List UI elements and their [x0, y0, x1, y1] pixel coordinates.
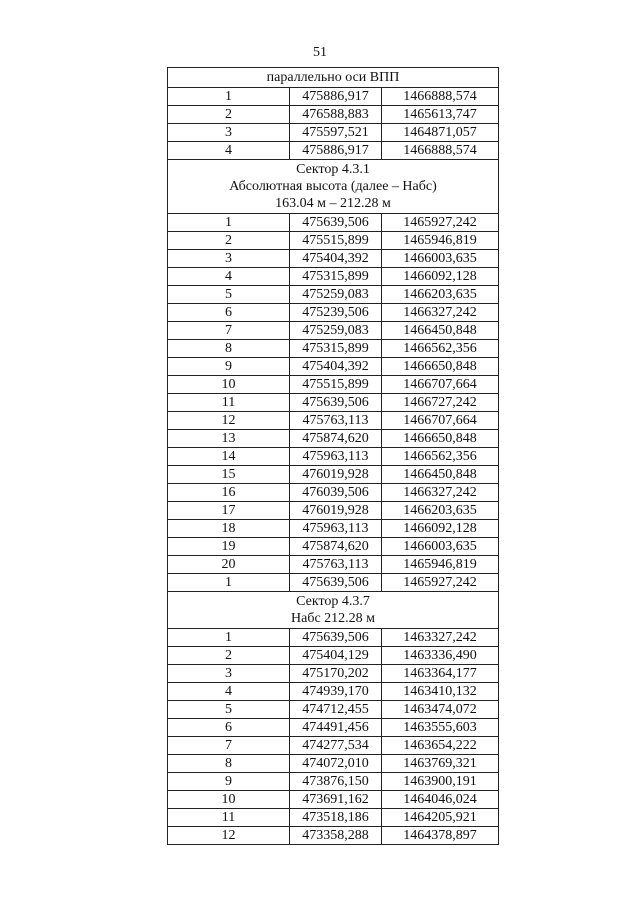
table-row [168, 791, 499, 809]
y-coordinate-cell: 1463364,177 [382, 665, 499, 683]
section-header-line: Абсолютная высота (далее – Набс) [229, 179, 437, 194]
y-coordinate-cell: 1466092,128 [382, 268, 499, 286]
x-coordinate-cell: 475639,506 [290, 574, 382, 592]
y-coordinate-cell: 1463555,603 [382, 719, 499, 737]
table-row [168, 809, 499, 827]
x-coordinate-cell: 475259,083 [290, 286, 382, 304]
y-coordinate-cell: 1464378,897 [382, 827, 499, 845]
point-number-cell: 4 [168, 268, 290, 286]
x-coordinate-cell: 475315,899 [290, 340, 382, 358]
section-header-line: 163.04 м – 212.28 м [275, 196, 391, 211]
y-coordinate-cell: 1466450,848 [382, 466, 499, 484]
point-number-cell: 8 [168, 755, 290, 773]
x-coordinate-cell: 476039,506 [290, 484, 382, 502]
table-row [168, 88, 499, 106]
section-header [168, 160, 499, 214]
y-coordinate-cell: 1463769,321 [382, 755, 499, 773]
point-number-cell: 15 [168, 466, 290, 484]
table-row [168, 719, 499, 737]
point-number-cell: 10 [168, 791, 290, 809]
point-number-cell: 8 [168, 340, 290, 358]
table-row [168, 322, 499, 340]
point-number-cell: 10 [168, 376, 290, 394]
table-row [168, 430, 499, 448]
y-coordinate-cell: 1465613,747 [382, 106, 499, 124]
x-coordinate-cell: 476019,928 [290, 502, 382, 520]
table-row [168, 556, 499, 574]
table-row [168, 520, 499, 538]
y-coordinate-cell: 1463654,222 [382, 737, 499, 755]
section-header-row [168, 68, 499, 88]
y-coordinate-cell: 1466562,356 [382, 448, 499, 466]
table-row [168, 286, 499, 304]
x-coordinate-cell: 475886,917 [290, 142, 382, 160]
point-number-cell: 5 [168, 286, 290, 304]
table-row [168, 827, 499, 845]
section-header-row [168, 592, 499, 629]
point-number-cell: 3 [168, 665, 290, 683]
table-row [168, 448, 499, 466]
x-coordinate-cell: 475763,113 [290, 556, 382, 574]
table-row [168, 629, 499, 647]
y-coordinate-cell: 1466327,242 [382, 484, 499, 502]
x-coordinate-cell: 475515,899 [290, 232, 382, 250]
point-number-cell: 1 [168, 574, 290, 592]
x-coordinate-cell: 475515,899 [290, 376, 382, 394]
x-coordinate-cell: 475639,506 [290, 629, 382, 647]
y-coordinate-cell: 1465927,242 [382, 574, 499, 592]
table-row [168, 701, 499, 719]
x-coordinate-cell: 473876,150 [290, 773, 382, 791]
point-number-cell: 2 [168, 647, 290, 665]
point-number-cell: 17 [168, 502, 290, 520]
y-coordinate-cell: 1463327,242 [382, 629, 499, 647]
x-coordinate-cell: 475597,521 [290, 124, 382, 142]
y-coordinate-cell: 1463900,191 [382, 773, 499, 791]
table-row [168, 124, 499, 142]
y-coordinate-cell: 1466003,635 [382, 538, 499, 556]
point-number-cell: 12 [168, 827, 290, 845]
table-row [168, 214, 499, 232]
section-header-line: Сектор 4.3.7 [296, 594, 370, 609]
table-row [168, 683, 499, 701]
y-coordinate-cell: 1464046,024 [382, 791, 499, 809]
y-coordinate-cell: 1466727,242 [382, 394, 499, 412]
point-number-cell: 7 [168, 737, 290, 755]
point-number-cell: 3 [168, 124, 290, 142]
table-row [168, 394, 499, 412]
x-coordinate-cell: 475404,392 [290, 358, 382, 376]
x-coordinate-cell: 475404,392 [290, 250, 382, 268]
x-coordinate-cell: 473518,186 [290, 809, 382, 827]
point-number-cell: 11 [168, 809, 290, 827]
x-coordinate-cell: 475874,620 [290, 538, 382, 556]
y-coordinate-cell: 1466562,356 [382, 340, 499, 358]
point-number-cell: 4 [168, 142, 290, 160]
coordinates-table-body [168, 68, 499, 845]
table-row [168, 340, 499, 358]
y-coordinate-cell: 1465946,819 [382, 232, 499, 250]
y-coordinate-cell: 1463410,132 [382, 683, 499, 701]
x-coordinate-cell: 475639,506 [290, 214, 382, 232]
table-row [168, 484, 499, 502]
y-coordinate-cell: 1464871,057 [382, 124, 499, 142]
y-coordinate-cell: 1466707,664 [382, 376, 499, 394]
table-row [168, 142, 499, 160]
point-number-cell: 6 [168, 304, 290, 322]
point-number-cell: 16 [168, 484, 290, 502]
point-number-cell: 1 [168, 629, 290, 647]
table-row [168, 268, 499, 286]
x-coordinate-cell: 474939,170 [290, 683, 382, 701]
y-coordinate-cell: 1466092,128 [382, 520, 499, 538]
y-coordinate-cell: 1466707,664 [382, 412, 499, 430]
x-coordinate-cell: 473358,288 [290, 827, 382, 845]
point-number-cell: 6 [168, 719, 290, 737]
point-number-cell: 2 [168, 232, 290, 250]
y-coordinate-cell: 1466650,848 [382, 430, 499, 448]
x-coordinate-cell: 475763,113 [290, 412, 382, 430]
table-row [168, 538, 499, 556]
section-header-line: параллельно оси ВПП [266, 70, 400, 85]
y-coordinate-cell: 1466203,635 [382, 286, 499, 304]
x-coordinate-cell: 475404,129 [290, 647, 382, 665]
point-number-cell: 19 [168, 538, 290, 556]
x-coordinate-cell: 475259,083 [290, 322, 382, 340]
section-header-line: Сектор 4.3.1 [296, 162, 370, 177]
table-row [168, 376, 499, 394]
x-coordinate-cell: 476019,928 [290, 466, 382, 484]
coordinates-table [167, 67, 499, 845]
table-row [168, 755, 499, 773]
x-coordinate-cell: 475963,113 [290, 520, 382, 538]
y-coordinate-cell: 1466203,635 [382, 502, 499, 520]
y-coordinate-cell: 1465946,819 [382, 556, 499, 574]
point-number-cell: 14 [168, 448, 290, 466]
point-number-cell: 11 [168, 394, 290, 412]
point-number-cell: 9 [168, 358, 290, 376]
point-number-cell: 7 [168, 322, 290, 340]
section-header-row [168, 160, 499, 214]
x-coordinate-cell: 475170,202 [290, 665, 382, 683]
y-coordinate-cell: 1466003,635 [382, 250, 499, 268]
point-number-cell: 13 [168, 430, 290, 448]
x-coordinate-cell: 473691,162 [290, 791, 382, 809]
table-row [168, 250, 499, 268]
table-row [168, 358, 499, 376]
point-number-cell: 20 [168, 556, 290, 574]
y-coordinate-cell: 1466888,574 [382, 142, 499, 160]
section-header [168, 68, 499, 88]
y-coordinate-cell: 1463336,490 [382, 647, 499, 665]
table-row [168, 304, 499, 322]
x-coordinate-cell: 475874,620 [290, 430, 382, 448]
point-number-cell: 18 [168, 520, 290, 538]
y-coordinate-cell: 1465927,242 [382, 214, 499, 232]
table-row [168, 502, 499, 520]
x-coordinate-cell: 475639,506 [290, 394, 382, 412]
table-row [168, 737, 499, 755]
y-coordinate-cell: 1466650,848 [382, 358, 499, 376]
point-number-cell: 1 [168, 88, 290, 106]
table-row [168, 665, 499, 683]
y-coordinate-cell: 1464205,921 [382, 809, 499, 827]
point-number-cell: 1 [168, 214, 290, 232]
x-coordinate-cell: 475963,113 [290, 448, 382, 466]
table-row [168, 647, 499, 665]
point-number-cell: 3 [168, 250, 290, 268]
point-number-cell: 5 [168, 701, 290, 719]
y-coordinate-cell: 1466327,242 [382, 304, 499, 322]
x-coordinate-cell: 476588,883 [290, 106, 382, 124]
y-coordinate-cell: 1463474,072 [382, 701, 499, 719]
x-coordinate-cell: 474072,010 [290, 755, 382, 773]
x-coordinate-cell: 475315,899 [290, 268, 382, 286]
x-coordinate-cell: 475239,506 [290, 304, 382, 322]
page-number: 51 [313, 45, 327, 60]
table-row [168, 232, 499, 250]
x-coordinate-cell: 474712,455 [290, 701, 382, 719]
x-coordinate-cell: 475886,917 [290, 88, 382, 106]
section-header-line: Набс 212.28 м [291, 611, 376, 626]
x-coordinate-cell: 474277,534 [290, 737, 382, 755]
point-number-cell: 4 [168, 683, 290, 701]
point-number-cell: 9 [168, 773, 290, 791]
section-header [168, 592, 499, 629]
table-row [168, 466, 499, 484]
table-row [168, 773, 499, 791]
y-coordinate-cell: 1466450,848 [382, 322, 499, 340]
y-coordinate-cell: 1466888,574 [382, 88, 499, 106]
x-coordinate-cell: 474491,456 [290, 719, 382, 737]
table-row [168, 106, 499, 124]
table-row [168, 412, 499, 430]
point-number-cell: 12 [168, 412, 290, 430]
table-row [168, 574, 499, 592]
point-number-cell: 2 [168, 106, 290, 124]
